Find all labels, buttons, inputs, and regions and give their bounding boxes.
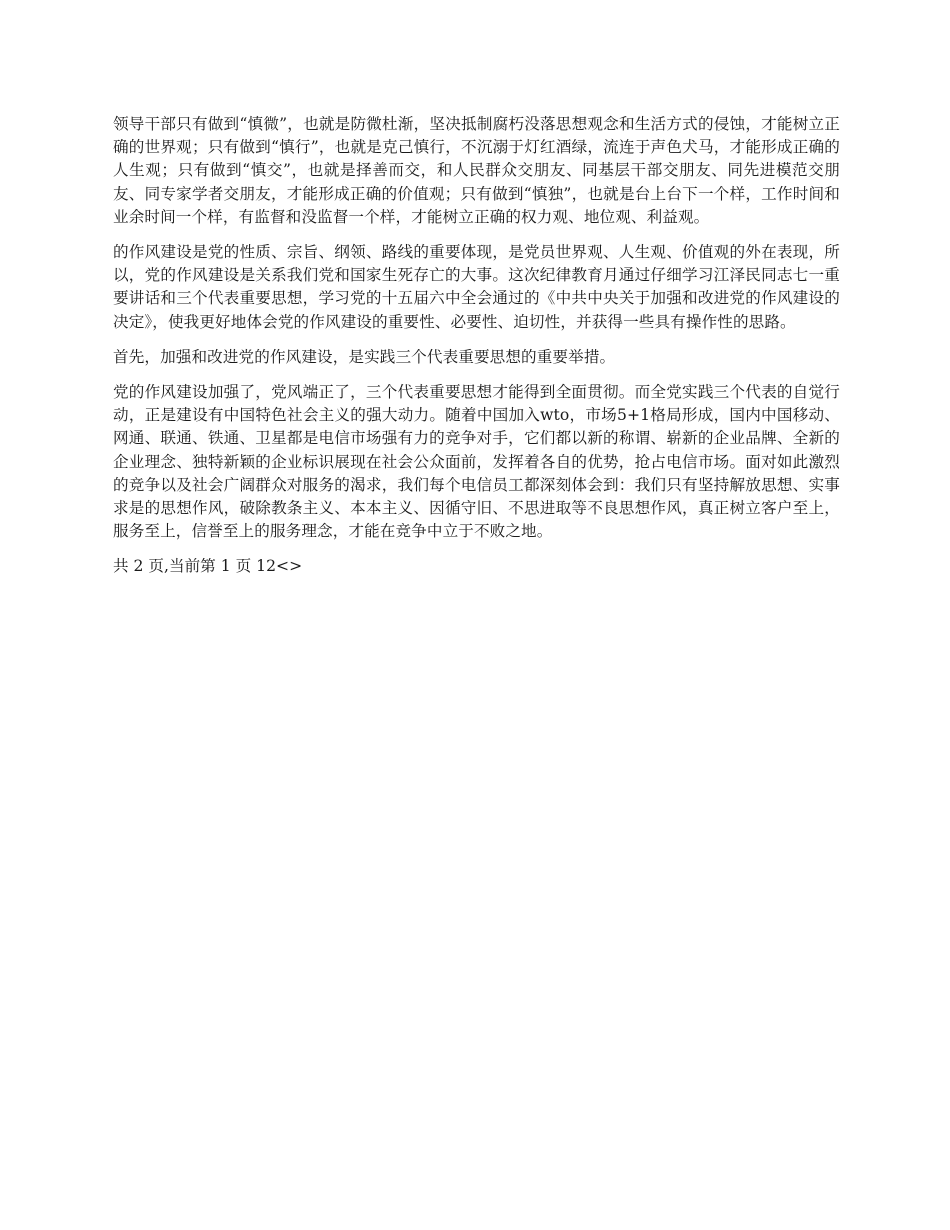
- page-link-2[interactable]: 2: [266, 557, 277, 576]
- pagination-summary: 共 2 页,当前第 1 页: [113, 557, 252, 576]
- paragraph-2: 的作风建设是党的性质、宗旨、纲领、路线的重要体现，是党员世界观、人生观、价值观的外在表现，所以，党的作风建设是关系我们党和国家生死存亡的大事。这次纪律教育月通过仔细学习江泽民同志七一重要讲话和三个代表重要思想，学习党的十五届六中全会通过的《中共中央关于加强和改进党的作风建设的决定》，使我更好地体会党的作风建设的重要性、必要性、迫切性，并获得一些具有操作性的思路。: [113, 243, 840, 331]
- page-link-1[interactable]: 1: [256, 557, 267, 576]
- document-body: [113, 113, 840, 578]
- next-page-link[interactable]: >: [289, 557, 303, 576]
- prev-page-link[interactable]: <: [276, 557, 290, 576]
- paragraph-3: 首先，加强和改进党的作风建设，是实践三个代表重要思想的重要举措。: [113, 347, 616, 366]
- paragraph-1: 领导干部只有做到“慎微”，也就是防微杜渐，坚决抵制腐朽没落思想观念和生活方式的侵蚀，才能树立正确的世界观；只有做到“慎行”，也就是克己慎行，不沉溺于灯红酒绿，流连于声色犬马，才能形成正确的人生观；只有做到“慎交”，也就是择善而交，和人民群众交朋友、同基层干部交朋友、同先进模范交朋友、同专家学者交朋友，才能形成正确的价值观；只有做到“慎独”，也就是台上台下一个样，工作时间和业余时间一个样，有监督和没监督一个样，才能树立正确的权力观、地位观、利益观。: [113, 115, 840, 226]
- paragraph-4: 党的作风建设加强了，党风端正了，三个代表重要思想才能得到全面贯彻。而全党实践三个代表的自觉行动，正是建设有中国特色社会主义的强大动力。随着中国加入wto，市场5+1格局形成，国内中国移动、网通、联通、铁通、卫星都是电信市场强有力的竞争对手，它们都以新的称谓、崭新的企业品牌、全新的企业理念、独特新颖的企业标识展现在社会公众面前，发挥着各自的优势，抢占电信市场。面对如此激烈的竞争以及社会广阔群众对服务的渴求，我们每个电信员工都深刻体会到：我们只有坚持解放思想、实事求是的思想作风，破除教条主义、本本主义、因循守旧、不思进取等不良思想作风，真正树立客户至上，服务至上，信誉至上的服务理念，才能在竞争中立于不败之地。: [113, 383, 840, 541]
- pagination: [113, 555, 840, 578]
